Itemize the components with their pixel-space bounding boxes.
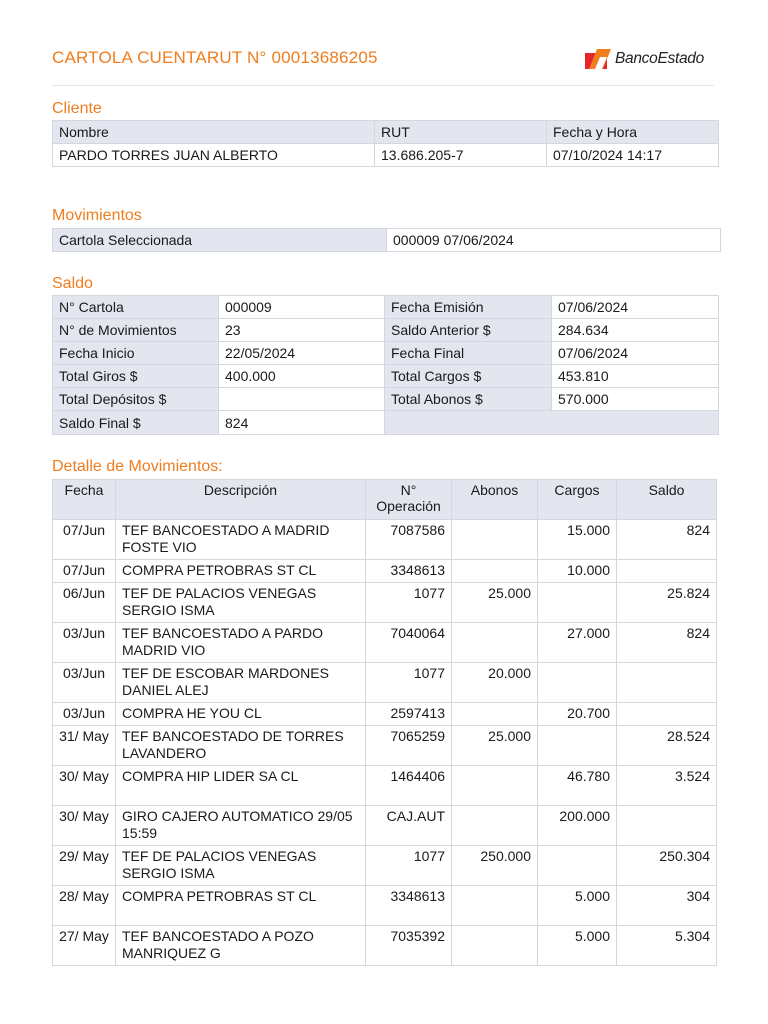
movement-saldo — [617, 560, 717, 583]
movement-cargos: 15.000 — [538, 520, 617, 560]
section-title-detalle: Detalle de Movimientos: — [52, 458, 223, 475]
movement-operacion: 3348613 — [366, 886, 452, 926]
saldo-label: Saldo Final $ — [53, 411, 219, 435]
movement-fecha: 27/ May — [53, 926, 116, 966]
cartola-seleccionada-row — [53, 229, 721, 252]
movement-saldo: 25.824 — [617, 583, 717, 623]
cliente-rut: 13.686.205-7 — [375, 144, 547, 167]
saldo-label: Saldo Anterior $ — [385, 319, 552, 342]
movement-saldo — [617, 806, 717, 846]
saldo-table — [52, 295, 719, 435]
movement-row — [53, 926, 717, 966]
saldo-value: 824 — [219, 411, 385, 435]
bancoestado-logo-icon — [585, 47, 611, 71]
movement-row — [53, 623, 717, 663]
movement-row — [53, 520, 717, 560]
movement-operacion: 1077 — [366, 846, 452, 886]
movement-operacion: 7087586 — [366, 520, 452, 560]
movement-operacion: 7035392 — [366, 926, 452, 966]
movement-abonos — [452, 703, 538, 726]
saldo-value: 07/06/2024 — [552, 296, 719, 319]
movement-saldo: 5.304 — [617, 926, 717, 966]
saldo-row — [53, 411, 719, 435]
saldo-value: 000009 — [219, 296, 385, 319]
movement-saldo: 824 — [617, 623, 717, 663]
movement-row — [53, 726, 717, 766]
movement-fecha: 28/ May — [53, 886, 116, 926]
movement-saldo: 28.524 — [617, 726, 717, 766]
movement-cargos: 10.000 — [538, 560, 617, 583]
movement-operacion: 1464406 — [366, 766, 452, 806]
saldo-value: 284.634 — [552, 319, 719, 342]
cliente-header-rut: RUT — [375, 121, 547, 144]
cliente-header-fecha: Fecha y Hora — [547, 121, 719, 144]
cliente-header-row — [53, 121, 719, 144]
column-header-abonos: Abonos — [452, 480, 538, 520]
column-header-descripcion: Descripción — [116, 480, 366, 520]
movement-cargos: 27.000 — [538, 623, 617, 663]
movement-abonos: 25.000 — [452, 583, 538, 623]
movement-descripcion: TEF DE PALACIOS VENEGAS SERGIO ISMA — [116, 846, 366, 886]
saldo-row — [53, 365, 719, 388]
saldo-label: Total Abonos $ — [385, 388, 552, 411]
cliente-table — [52, 120, 719, 167]
saldo-value: 400.000 — [219, 365, 385, 388]
movement-saldo — [617, 703, 717, 726]
movement-cargos: 46.780 — [538, 766, 617, 806]
cliente-header-nombre: Nombre — [53, 121, 375, 144]
movement-abonos — [452, 806, 538, 846]
movement-row — [53, 663, 717, 703]
movement-fecha: 03/Jun — [53, 663, 116, 703]
movement-fecha: 29/ May — [53, 846, 116, 886]
cliente-nombre: PARDO TORRES JUAN ALBERTO — [53, 144, 375, 167]
saldo-label: N° de Movimientos — [53, 319, 219, 342]
movement-descripcion: TEF BANCOESTADO A POZO MANRIQUEZ G — [116, 926, 366, 966]
saldo-row — [53, 342, 719, 365]
movement-operacion: 1077 — [366, 663, 452, 703]
saldo-value: 453.810 — [552, 365, 719, 388]
saldo-label: N° Cartola — [53, 296, 219, 319]
movement-operacion: 3348613 — [366, 560, 452, 583]
cartola-seleccionada-label: Cartola Seleccionada — [53, 229, 387, 252]
header-divider — [52, 85, 714, 86]
saldo-row — [53, 296, 719, 319]
movement-abonos — [452, 886, 538, 926]
movement-row — [53, 583, 717, 623]
bank-logo — [585, 47, 704, 71]
movement-row — [53, 766, 717, 806]
logo-text: BancoEstado — [615, 50, 704, 67]
movement-fecha: 31/ May — [53, 726, 116, 766]
movement-cargos — [538, 726, 617, 766]
movement-fecha: 03/Jun — [53, 703, 116, 726]
movement-abonos — [452, 560, 538, 583]
movement-cargos: 200.000 — [538, 806, 617, 846]
movement-descripcion: COMPRA HIP LIDER SA CL — [116, 766, 366, 806]
saldo-label: Total Cargos $ — [385, 365, 552, 388]
saldo-value: 22/05/2024 — [219, 342, 385, 365]
movement-abonos — [452, 520, 538, 560]
movement-row — [53, 846, 717, 886]
movement-operacion: 7065259 — [366, 726, 452, 766]
saldo-value: 23 — [219, 319, 385, 342]
saldo-row — [53, 319, 719, 342]
saldo-empty-cell — [385, 411, 719, 435]
movement-cargos: 20.700 — [538, 703, 617, 726]
movement-fecha: 30/ May — [53, 806, 116, 846]
movement-cargos: 5.000 — [538, 886, 617, 926]
movement-operacion: 2597413 — [366, 703, 452, 726]
movement-descripcion: GIRO CAJERO AUTOMATICO 29/05 15:59 — [116, 806, 366, 846]
movement-saldo: 250.304 — [617, 846, 717, 886]
movement-operacion: 1077 — [366, 583, 452, 623]
movement-fecha: 07/Jun — [53, 520, 116, 560]
movement-saldo: 304 — [617, 886, 717, 926]
movement-descripcion: TEF DE PALACIOS VENEGAS SERGIO ISMA — [116, 583, 366, 623]
movement-row — [53, 703, 717, 726]
saldo-label: Fecha Emisión — [385, 296, 552, 319]
movement-fecha: 07/Jun — [53, 560, 116, 583]
section-title-movimientos: Movimientos — [52, 207, 142, 224]
movement-cargos — [538, 846, 617, 886]
movement-row — [53, 560, 717, 583]
movement-descripcion: COMPRA PETROBRAS ST CL — [116, 886, 366, 926]
saldo-label: Total Giros $ — [53, 365, 219, 388]
movement-cargos — [538, 663, 617, 703]
movement-row — [53, 806, 717, 846]
movement-abonos: 25.000 — [452, 726, 538, 766]
movement-saldo — [617, 663, 717, 703]
page-title: CARTOLA CUENTARUT N° 00013686205 — [52, 48, 378, 67]
movement-fecha: 06/Jun — [53, 583, 116, 623]
movement-descripcion: TEF BANCOESTADO DE TORRES LAVANDERO — [116, 726, 366, 766]
column-header-operacion: N° Operación — [366, 480, 452, 520]
saldo-row — [53, 388, 719, 411]
movement-saldo: 3.524 — [617, 766, 717, 806]
movement-abonos — [452, 766, 538, 806]
detalle-table — [52, 479, 717, 966]
movement-operacion: 7040064 — [366, 623, 452, 663]
saldo-value — [219, 388, 385, 411]
saldo-label: Total Depósitos $ — [53, 388, 219, 411]
movement-abonos — [452, 926, 538, 966]
movement-saldo: 824 — [617, 520, 717, 560]
section-title-cliente: Cliente — [52, 100, 102, 117]
column-header-fecha: Fecha — [53, 480, 116, 520]
section-title-saldo: Saldo — [52, 275, 93, 292]
movement-descripcion: COMPRA PETROBRAS ST CL — [116, 560, 366, 583]
movement-abonos — [452, 623, 538, 663]
movement-abonos: 250.000 — [452, 846, 538, 886]
cartola-seleccionada-value: 000009 07/06/2024 — [387, 229, 721, 252]
movement-cargos — [538, 583, 617, 623]
column-header-cargos: Cargos — [538, 480, 617, 520]
saldo-value: 07/06/2024 — [552, 342, 719, 365]
cliente-fecha-hora: 07/10/2024 14:17 — [547, 144, 719, 167]
column-header-saldo: Saldo — [617, 480, 717, 520]
cliente-value-row — [53, 144, 719, 167]
movement-descripcion: TEF BANCOESTADO A PARDO MADRID VIO — [116, 623, 366, 663]
movement-cargos: 5.000 — [538, 926, 617, 966]
movement-operacion: CAJ.AUT — [366, 806, 452, 846]
movement-abonos: 20.000 — [452, 663, 538, 703]
movement-fecha: 30/ May — [53, 766, 116, 806]
detalle-header-row — [53, 480, 717, 520]
saldo-label: Fecha Inicio — [53, 342, 219, 365]
movement-descripcion: COMPRA HE YOU CL — [116, 703, 366, 726]
movement-descripcion: TEF DE ESCOBAR MARDONES DANIEL ALEJ — [116, 663, 366, 703]
movimientos-table — [52, 228, 721, 252]
movement-fecha: 03/Jun — [53, 623, 116, 663]
saldo-value: 570.000 — [552, 388, 719, 411]
saldo-label: Fecha Final — [385, 342, 552, 365]
movement-descripcion: TEF BANCOESTADO A MADRID FOSTE VIO — [116, 520, 366, 560]
movement-row — [53, 886, 717, 926]
